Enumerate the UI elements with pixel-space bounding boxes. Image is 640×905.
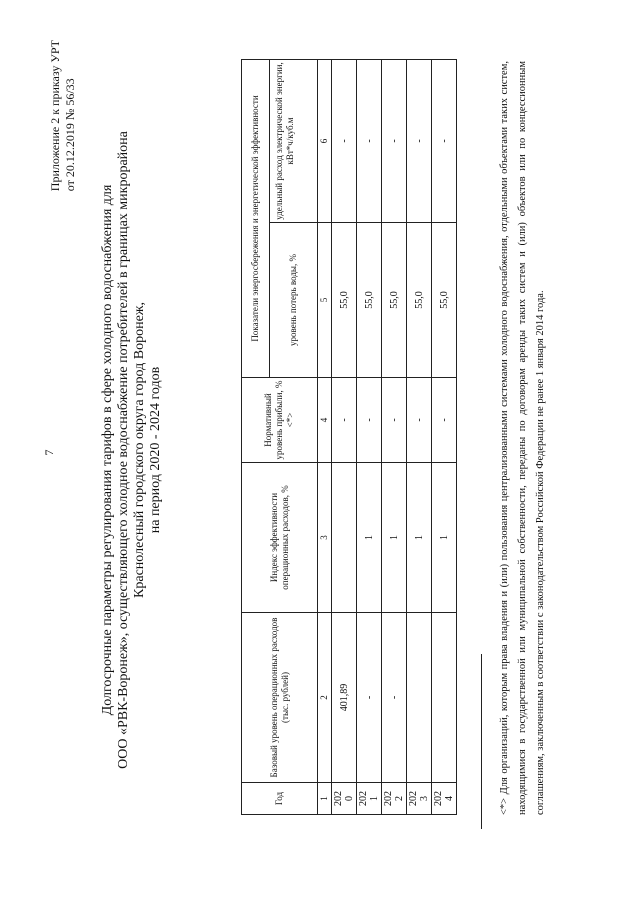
base-level-cell: - — [357, 613, 382, 783]
column-number-row — [318, 60, 332, 815]
table-row — [407, 60, 432, 815]
header-year: Год — [242, 783, 318, 815]
year-part: 202 — [383, 791, 394, 806]
column-number: 1 — [318, 783, 332, 815]
appendix-date-line: от 20.12.2019 № 56/33 — [63, 78, 77, 192]
electric-consumption-cell: - — [407, 60, 432, 223]
table-row — [332, 60, 357, 815]
header-electric-consumption: удельный расход электрической энергии, кВт*ч/куб.м — [270, 60, 318, 223]
normative-profit-cell: - — [382, 378, 407, 463]
efficiency-index-cell: 1 — [382, 463, 407, 613]
water-loss-cell: 55,0 — [332, 223, 357, 378]
water-loss-cell: 55,0 — [432, 223, 457, 378]
header-energy-group: Показатели энергосбережения и энергетической эффективности — [242, 60, 270, 378]
header-water-loss: уровень потерь воды, % — [270, 223, 318, 378]
year-part: 3 — [419, 796, 430, 801]
table-row — [382, 60, 407, 815]
footnote-text: <*> Для организаций, которым права владения и (или) пользования централизованными системами холодного водоснабжения, отдельными объектами таких систем, находящимися в государственной или муниципальной собственности, переданы по договорам аренды таких систем и (или) объектов или по концессионным соглашениям, заключенным в соответствии с законодательством Российской Федерации не ранее 1 января 2014 года. — [499, 61, 546, 815]
column-number: 6 — [318, 60, 332, 223]
base-level-cell: 401,89 — [332, 613, 357, 783]
year-part: 202 — [408, 791, 419, 806]
column-number: 4 — [318, 378, 332, 463]
footnote-separator — [481, 654, 482, 829]
base-level-cell — [432, 613, 457, 783]
electric-consumption-cell: - — [432, 60, 457, 223]
column-number: 2 — [318, 613, 332, 783]
table-row — [357, 60, 382, 815]
year-part: 202 — [333, 791, 344, 806]
year-cell — [357, 783, 382, 815]
base-level-cell — [407, 613, 432, 783]
electric-consumption-cell: - — [357, 60, 382, 223]
year-part: 1 — [369, 796, 380, 801]
title-line: на период 2020 - 2024 годов — [148, 366, 163, 534]
column-number: 3 — [318, 463, 332, 613]
efficiency-index-cell: 1 — [357, 463, 382, 613]
header-normative-profit: Нормативный уровень прибыли, % <*> — [242, 378, 318, 463]
table-header-row — [242, 60, 270, 815]
efficiency-index-cell: 1 — [407, 463, 432, 613]
water-loss-cell: 55,0 — [357, 223, 382, 378]
document-title — [100, 65, 164, 835]
year-cell — [432, 783, 457, 815]
water-loss-cell: 55,0 — [407, 223, 432, 378]
year-part: 4 — [444, 796, 455, 801]
header-efficiency-index: Индекс эффективности операционных расходов, % — [242, 463, 318, 613]
electric-consumption-cell: - — [382, 60, 407, 223]
water-loss-cell: 55,0 — [382, 223, 407, 378]
column-number: 5 — [318, 223, 332, 378]
year-cell — [382, 783, 407, 815]
efficiency-index-cell: 1 — [432, 463, 457, 613]
year-cell — [407, 783, 432, 815]
header-base-level: Базовый уровень операционных расходов (тыс. рублей) — [242, 613, 318, 783]
efficiency-index-cell — [332, 463, 357, 613]
year-part: 202 — [433, 791, 444, 806]
normative-profit-cell: - — [357, 378, 382, 463]
year-part: 0 — [344, 796, 355, 801]
title-line: Краснолесный городского округа город Воронеж, — [132, 302, 147, 598]
base-level-cell: - — [382, 613, 407, 783]
parameters-table — [241, 59, 457, 815]
normative-profit-cell: - — [332, 378, 357, 463]
normative-profit-cell: - — [407, 378, 432, 463]
normative-profit-cell: - — [432, 378, 457, 463]
electric-consumption-cell: - — [332, 60, 357, 223]
page-number: 7 — [42, 449, 56, 456]
title-line: ООО «РВК-Воронеж», осуществляющего холодное водоснабжение потребителей в границах микрорайона — [116, 131, 131, 769]
table-row — [432, 60, 457, 815]
year-part: 202 — [358, 791, 369, 806]
year-part: 2 — [394, 796, 405, 801]
year-cell — [332, 783, 357, 815]
appendix-line: Приложение 2 к приказу УРТ — [48, 40, 62, 192]
title-line: Долгосрочные параметры регулирования тарифов в сфере холодного водоснабжения для — [100, 184, 115, 716]
